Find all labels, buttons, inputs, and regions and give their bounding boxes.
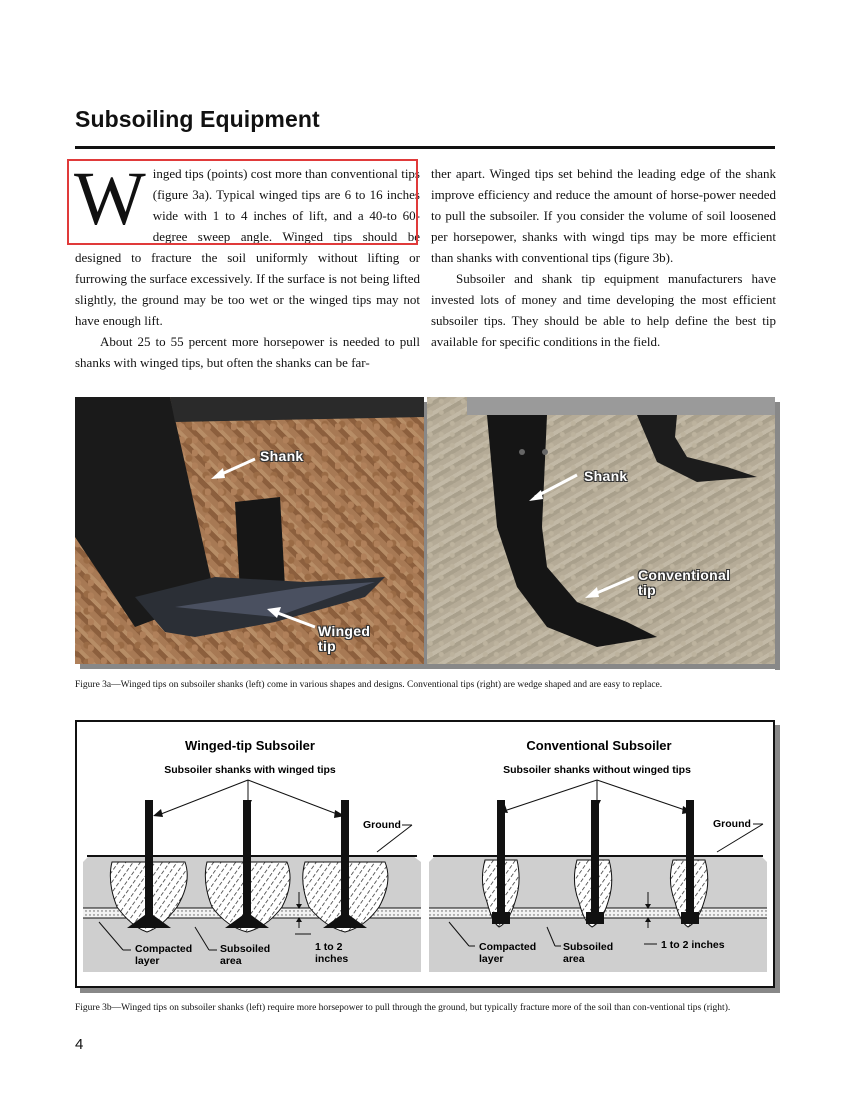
diagram-title-winged: Winged-tip Subsoiler: [185, 738, 315, 753]
label-depth: 1 to 2: [315, 941, 343, 953]
diagram-shadow: [775, 725, 780, 993]
label-subsoiled-area: Subsoiled: [563, 941, 614, 953]
page-title: Subsoiling Equipment: [75, 106, 320, 132]
page-number: 4: [75, 1036, 84, 1053]
label-line: tip: [318, 638, 337, 654]
photo-shadow: [775, 402, 780, 670]
figure-3a-caption: Figure 3a—Winged tips on subsoiler shanks (left) come in various shapes and designs. Conventional tips (right) are wedge shaped and are easy to replace.: [75, 680, 663, 690]
label-ground: Ground: [713, 818, 751, 830]
label-subsoiled-area: area: [220, 955, 242, 967]
paragraph: Subsoiler and shank tip equipment manufacturers have invested lots of money and time developing the most efficient subsoiler tips. They should be able to help define the best tip available for specific conditions in the field.: [431, 271, 776, 349]
diagram-title-conventional: Conventional Subsoiler: [526, 738, 672, 753]
figure-3b-caption: Figure 3b—Winged tips on subsoiler shanks (left) require more horsepower to pull through the ground, but typically fracture more of the soil than con-ventional tips (right).: [75, 1003, 731, 1013]
winged-shank-drawing: [75, 397, 424, 664]
paragraph-text: inged tips (points) cost more than conventional tips (figure 3a). Typical winged tips are 6 to 16 inches wide with 1 to 4 inches of lift, and a 40-to 60-degree sweep angle. Winged tips should be designed to fracture the soil uniformly without lifting or furrowing the surface excessively. If the surface is not being lifted slightly, the ground may be too wet or the winged tips may not have enough lift.: [75, 166, 420, 328]
photo-shadow: [80, 664, 780, 669]
label-shank: Shank: [584, 468, 628, 484]
paragraph: About 25 to 55 percent more horsepower is needed to pull shanks with winged tips, but often the shanks can be far-: [75, 334, 420, 370]
label-compacted-layer: layer: [479, 953, 504, 965]
label-depth: inches: [315, 953, 349, 965]
label-depth: 1 to 2 inches: [661, 939, 725, 951]
label-conventional-tip: [638, 568, 730, 598]
text-column-right: [431, 163, 776, 352]
label-shank: Shank: [260, 448, 304, 464]
paragraph: ther apart. Winged tips set behind the leading edge of the shank improve efficiency and reduce the amount of horse-power needed to pull the subsoiler. If you consider the volume of soil loosened per horsepower, shanks with wingd tips may be more efficient than shanks with conventional tips (figure 3b).: [431, 166, 776, 265]
label-compacted-layer: Compacted: [135, 943, 193, 955]
photo-winged-tip: [75, 397, 424, 664]
label-compacted-layer: layer: [135, 955, 160, 967]
conventional-shank-drawing: [427, 397, 775, 664]
subsoiler-diagram: [77, 722, 773, 986]
drop-cap: W: [74, 157, 146, 241]
label-compacted-layer: Compacted: [479, 941, 537, 953]
label-winged-tip: [318, 624, 370, 654]
photo-conventional-tip: [427, 397, 775, 664]
photo-divider: [424, 402, 427, 668]
diagram-shadow: [80, 988, 780, 993]
diagram-subtitle-winged: Subsoiler shanks with winged tips: [164, 764, 336, 776]
diagram-subtitle-conventional: Subsoiler shanks without winged tips: [503, 764, 691, 776]
label-ground: Ground: [363, 819, 401, 831]
title-rule: [75, 146, 775, 149]
highlight-box: [67, 159, 418, 245]
figure-3b-diagram: [75, 720, 775, 988]
label-subsoiled-area: Subsoiled: [220, 943, 271, 955]
label-subsoiled-area: area: [563, 953, 585, 965]
label-line: Conventional: [638, 567, 731, 583]
label-line: tip: [638, 582, 657, 598]
label-line: Winged: [318, 623, 371, 639]
